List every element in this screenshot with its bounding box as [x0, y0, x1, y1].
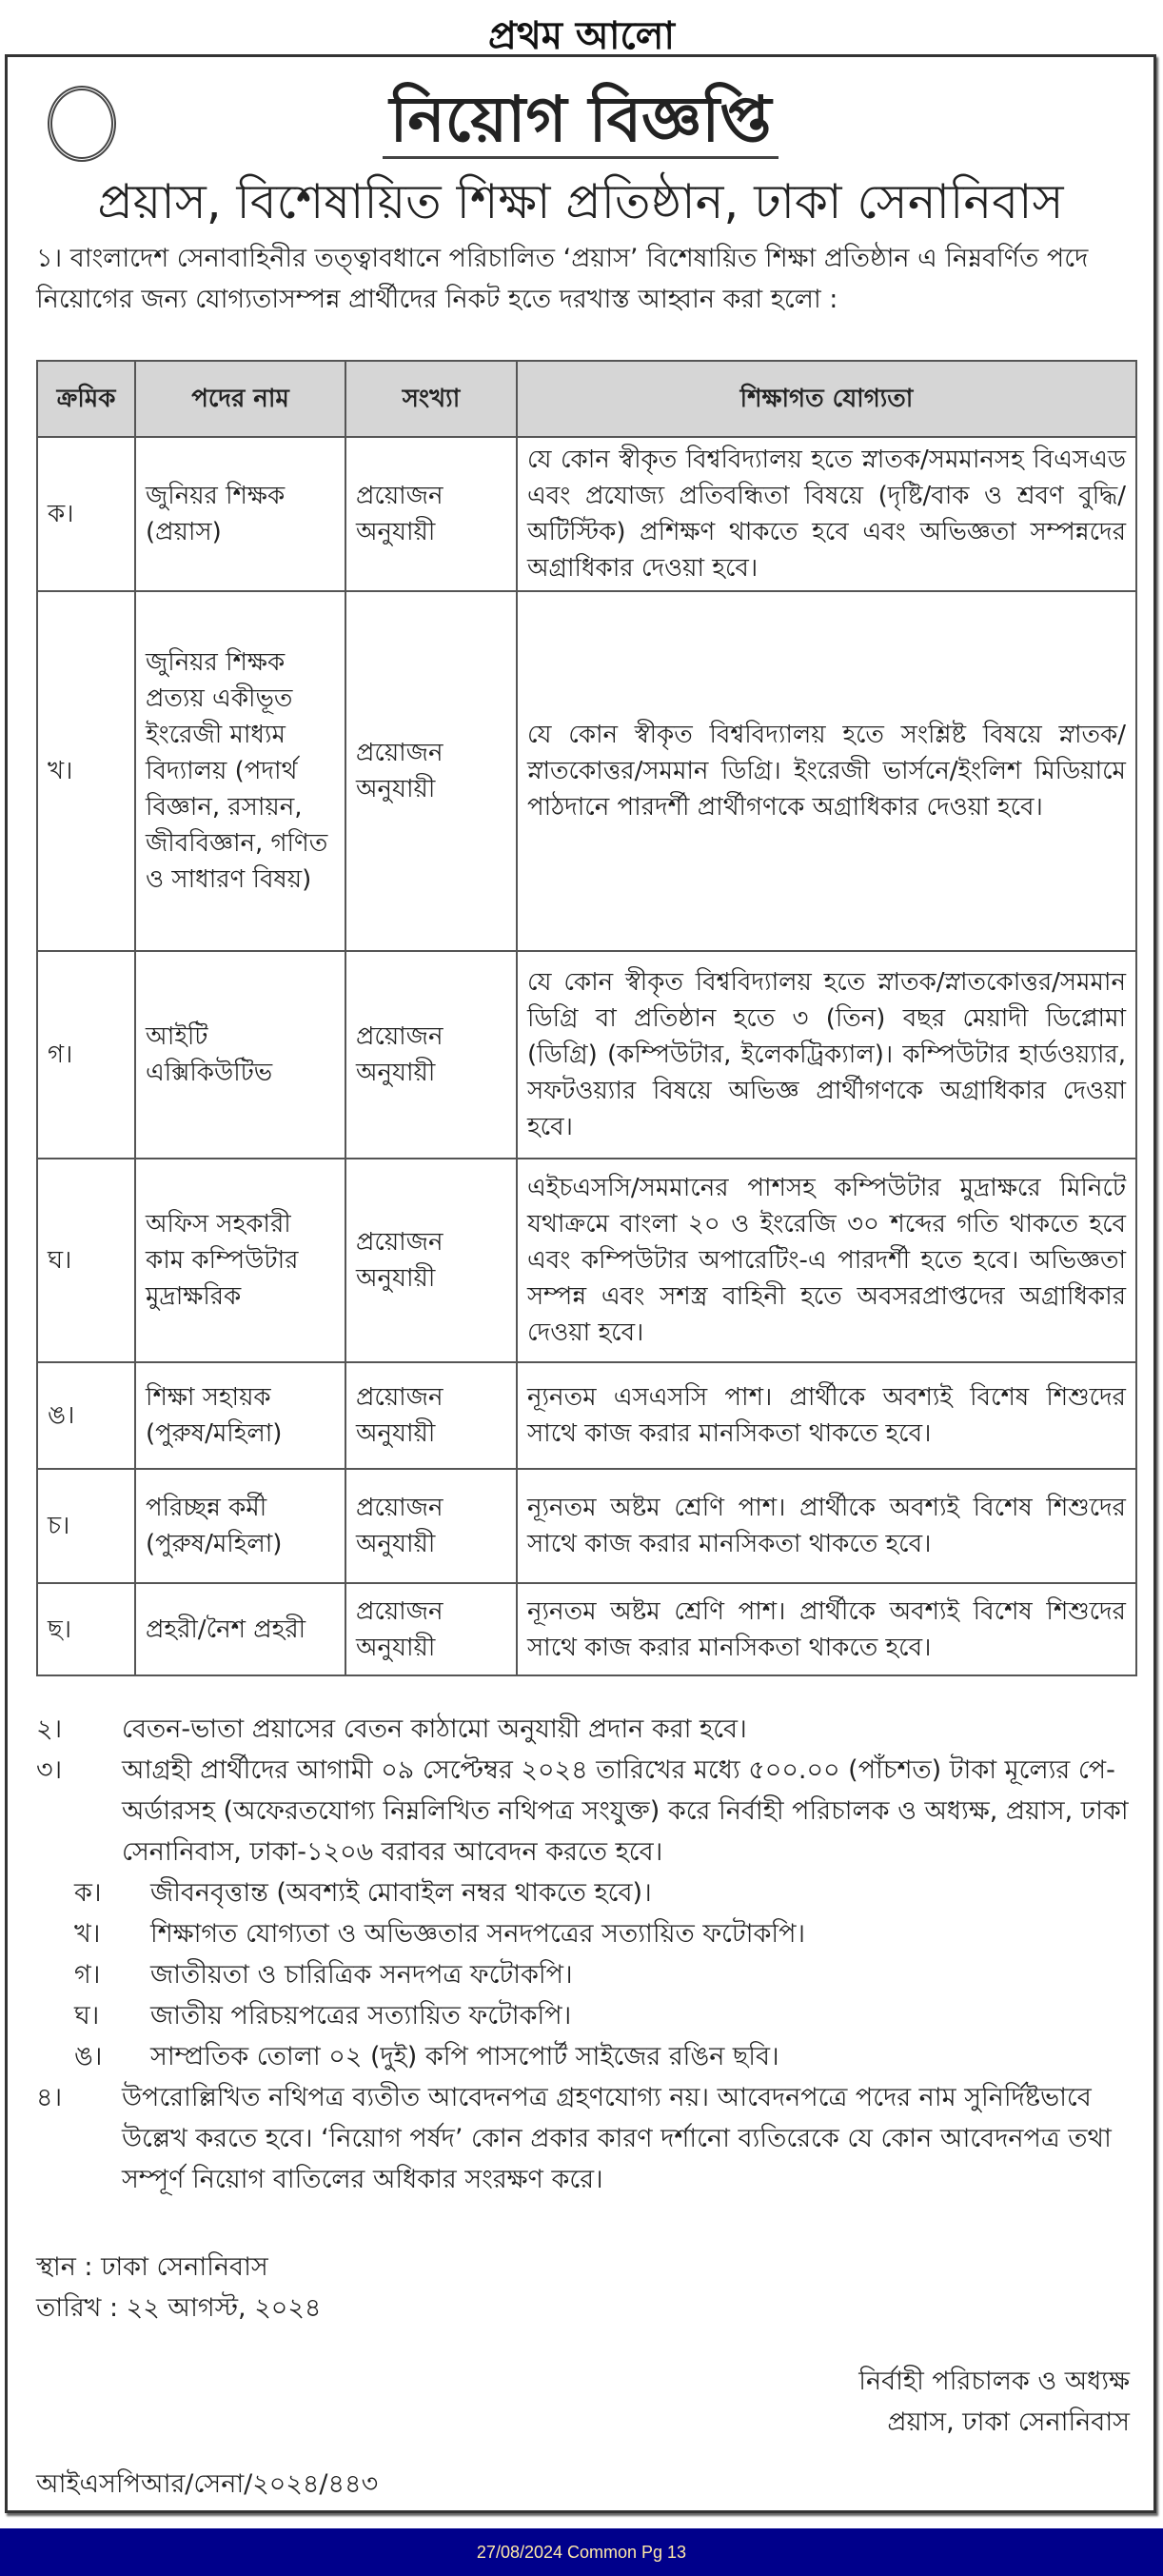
cell-sl: খ।: [37, 591, 135, 951]
subpoint: [36, 1873, 1130, 1913]
cell-count: প্রয়োজন অনুযায়ী: [345, 591, 517, 951]
col-serial: ক্রমিক: [37, 361, 135, 437]
cell-post: অফিস সহকারী কাম কম্পিউটার মুদ্রাক্ষরিক: [135, 1159, 345, 1362]
cell-sl: ঘ।: [37, 1159, 135, 1362]
cell-post: জুনিয়র শিক্ষক (প্রয়াস): [135, 437, 345, 591]
page-footer: 27/08/2024 Common Pg 13: [0, 2528, 1163, 2576]
subpoint: [36, 1954, 1130, 1995]
cell-post: আইটি এক্সিকিউটিভ: [135, 951, 345, 1159]
cell-sl: গ।: [37, 951, 135, 1159]
point-2: ২। বেতন-ভাতা প্রয়াসের বেতন কাঠামো অনুযায়ী প্রদান করা হবে।: [36, 1714, 747, 1744]
signature-title: নির্বাহী পরিচালক ও অধ্যক্ষ: [858, 2367, 1130, 2396]
cell-sl: ঙ।: [37, 1362, 135, 1469]
table-row: [37, 1159, 1136, 1362]
cell-count: প্রয়োজন অনুযায়ী: [345, 1362, 517, 1469]
cell-post: প্রহরী/নৈশ প্রহরী: [135, 1583, 345, 1675]
newspaper-logo: প্রথম আলো: [487, 14, 676, 58]
cell-sl: ক।: [37, 437, 135, 591]
cell-qual: ন্যূনতম অষ্টম শ্রেণি পাশ। প্রার্থীকে অবশ্যই বিশেষ শিশুদের সাথে কাজ করার মানসিকতা থাকতে হবে।: [517, 1583, 1136, 1675]
subpoint-text: সাম্প্রতিক তোলা ০২ (দুই) কপি পাসপোর্ট সাইজের রঙিন ছবি।: [150, 2042, 779, 2071]
cell-qual: যে কোন স্বীকৃত বিশ্ববিদ্যালয় হতে স্নাতক/সমমানসহ বিএসএড এবং প্রযোজ্য প্রতিবন্ধিতা বিষয়ে (দৃষ্টি/বাক ও শ্রবণ বুদ্ধি/অটিস্টিক) প্রশিক্ষণ থাকতে হবে এবং অভিজ্ঞতা সম্পন্নদের অগ্রাধিকার দেওয়া হবে।: [517, 437, 1136, 591]
cell-qual: যে কোন স্বীকৃত বিশ্ববিদ্যালয় হতে স্নাতক/স্নাতকোত্তর/সমমান ডিগ্রি বা প্রতিষ্ঠান হতে ৩ (তিন) বছর মেয়াদী ডিপ্লোমা (ডিগ্রি) (কম্পিউটার, ইলেকট্রিক্যাল)। কম্পিউটার হার্ডওয়্যার, সফটওয়্যার বিষয়ে অভিজ্ঞ প্রার্থীগণকে অগ্রাধিকার দেওয়া হবে।: [517, 951, 1136, 1159]
cell-qual: ন্যূনতম অষ্টম শ্রেণি পাশ। প্রার্থীকে অবশ্যই বিশেষ শিশুদের সাথে কাজ করার মানসিকতা থাকতে হবে।: [517, 1469, 1136, 1583]
table-row: [37, 951, 1136, 1159]
intro-text: ১। বাংলাদেশ সেনাবাহিনীর তত্ত্বাবধানে পরিচালিত ‘প্রয়াস’ বিশেষায়িত শিক্ষা প্রতিষ্ঠান এ নিম্নবর্ণিত পদে নিয়োগের জন্য যোগ্যতাসম্পন্ন প্রার্থীদের নিকট হতে দরখাস্ত আহ্বান করা হলো :: [36, 244, 1089, 314]
col-qualification: শিক্ষাগত যোগ্যতা: [517, 361, 1136, 437]
subpoint: [36, 1995, 1130, 2036]
terms: [36, 1709, 1130, 2200]
subpoint-number: ক।: [74, 1878, 102, 1908]
cell-qual: এইচএসসি/সমমানের পাশসহ কম্পিউটার মুদ্রাক্ষরে মিনিটে যথাক্রমে বাংলা ২০ ও ইংরেজি ৩০ শব্দের গতি থাকতে হবে এবং কম্পিউটার অপারেটিং-এ পারদর্শী হতে হবে। অভিজ্ঞতা সম্পন্ন এবং সশস্ত্র বাহিনী হতে অবসরপ্রাপ্তদের অগ্রাধিকার দেওয়া হবে।: [517, 1159, 1136, 1362]
cell-post: শিক্ষা সহায়ক (পুরুষ/মহিলা): [135, 1362, 345, 1469]
subpoint-text: জাতীয় পরিচয়পত্রের সত্যায়িত ফটোকপি।: [150, 2001, 572, 2031]
advertisement: [5, 54, 1156, 2513]
table-row: [37, 591, 1136, 951]
cell-count: প্রয়োজন অনুযায়ী: [345, 437, 517, 591]
cell-qual: যে কোন স্বীকৃত বিশ্ববিদ্যালয় হতে সংশ্লিষ্ট বিষয়ে স্নাতক/স্নাতকোত্তর/সমমান ডিগ্রি। ইংরেজী ভার্সনে/ইংলিশ মিডিয়ামে পাঠদানে পারদর্শী প্রার্থীগণকে অগ্রাধিকার দেওয়া হবে।: [517, 591, 1136, 951]
point-4: ৪। উপরোল্লিখিত নথিপত্র ব্যতীত আবেদনপত্র গ্রহণযোগ্য নয়। আবেদনপত্রে পদের নাম সুনির্দিষ্টভাবে উল্লেখ করতে হবে। ‘নিয়োগ পর্ষদ’ কোন প্রকার কারণ দর্শানো ব্যতিরেকে যে কোন আবেদনপত্র তথা সম্পূর্ণ নিয়োগ বাতিলের অধিকার সংরক্ষণ করে।: [36, 2083, 1112, 2194]
reference-number: আইএসপিআর/সেনা/২০২৪/৪৪৩: [36, 2469, 379, 2499]
table-row: [37, 1583, 1136, 1675]
cell-count: প্রয়োজন অনুযায়ী: [345, 951, 517, 1159]
col-post: পদের নাম: [135, 361, 345, 437]
signature-org: প্রয়াস, ঢাকা সেনানিবাস: [887, 2408, 1130, 2437]
subpoint-number: ঘ।: [74, 2001, 100, 2031]
place: স্থান : ঢাকা সেনানিবাস: [36, 2252, 268, 2282]
posts-table: [36, 360, 1137, 1676]
date: তারিখ : ২২ আগস্ট, ২০২৪: [36, 2293, 322, 2323]
place-date: [36, 2247, 1130, 2328]
cell-qual: ন্যূনতম এসএসসি পাশ। প্রার্থীকে অবশ্যই বিশেষ শিশুদের সাথে কাজ করার মানসিকতা থাকতে হবে।: [517, 1362, 1136, 1469]
cell-sl: চ।: [37, 1469, 135, 1583]
cell-count: প্রয়োজন অনুযায়ী: [345, 1583, 517, 1675]
ad-title: নিয়োগ বিজ্ঞপ্তি: [8, 71, 1153, 176]
subpoint-text: জীবনবৃত্তান্ত (অবশ্যই মোবাইল নম্বর থাকতে হবে)।: [150, 1878, 652, 1908]
point-3: ৩। আগ্রহী প্রার্থীদের আগামী ০৯ সেপ্টেম্বর ২০২৪ তারিখের মধ্যে ৫০০.০০ (পাঁচশত) টাকা মূল্যের পে-অর্ডারসহ (অফেরতযোগ্য নিম্নলিখিত নথিপত্র সংযুক্ত) করে নির্বাহী পরিচালক ও অধ্যক্ষ, প্রয়াস, ঢাকা সেনানিবাস, ঢাকা-১২০৬ বরাবর আবেদন করতে হবে।: [36, 1755, 1129, 1867]
institution-name: প্রয়াস, বিশেষায়িত শিক্ষা প্রতিষ্ঠান, ঢাকা সেনানিবাস: [97, 174, 1064, 229]
subpoint-number: গ।: [74, 1960, 101, 1990]
cell-post: জুনিয়র শিক্ষক প্রত্যয় একীভূত ইংরেজী মাধ্যম বিদ্যালয় (পদার্থ বিজ্ঞান, রসায়ন, জীববিজ্ঞান, গণিত ও সাধারণ বিষয়): [135, 591, 345, 951]
subpoint-text: জাতীয়তা ও চারিত্রিক সনদপত্র ফটোকপি।: [150, 1960, 573, 1990]
cell-sl: ছ।: [37, 1583, 135, 1675]
cell-post: পরিচ্ছন্ন কর্মী (পুরুষ/মহিলা): [135, 1469, 345, 1583]
col-count: সংখ্যা: [345, 361, 517, 437]
cell-count: প্রয়োজন অনুযায়ী: [345, 1159, 517, 1362]
subpoint: [36, 1913, 1130, 1954]
signature-block: [36, 2361, 1130, 2443]
subpoint-number: খ।: [74, 1919, 101, 1949]
table-row: [37, 437, 1136, 591]
table-header: [37, 361, 1136, 437]
table-row: [37, 1469, 1136, 1583]
cell-count: প্রয়োজন অনুযায়ী: [345, 1469, 517, 1583]
subpoint-text: শিক্ষাগত যোগ্যতা ও অভিজ্ঞতার সনদপত্রের সত্যায়িত ফটোকপি।: [150, 1919, 806, 1949]
subpoint: [36, 2036, 1130, 2077]
table-row: [37, 1362, 1136, 1469]
subpoint-number: ঙ।: [74, 2042, 103, 2071]
